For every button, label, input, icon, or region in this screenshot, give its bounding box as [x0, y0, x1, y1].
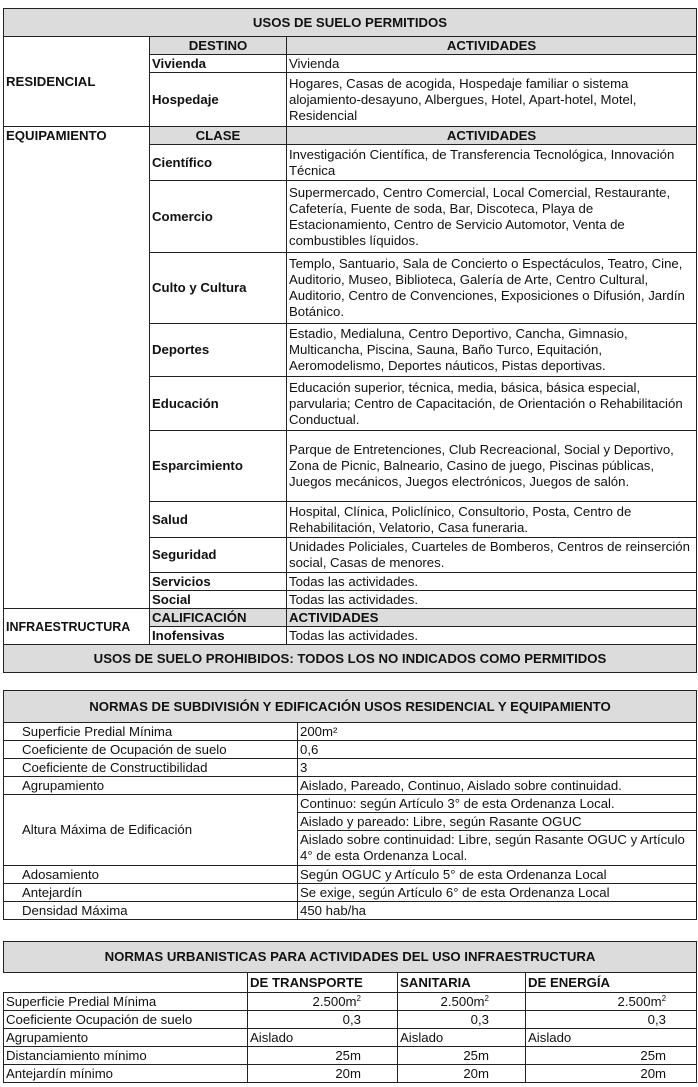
urb-dist-energia: 25m	[526, 1047, 697, 1065]
category-residencial: RESIDENCIAL	[4, 37, 150, 127]
urb-sup-transporte: $2.500m^2$	[248, 993, 398, 1011]
actividades-deportes: Estadio, Medialuna, Centro Deportivo, Cancha, Gimnasio, Multicancha, Piscina, Sauna, Baño Turco, Equitación, Aeromodelismo, Deportes náuticos, Pistas deportivas.	[287, 324, 697, 377]
clase-cientifico: Científico	[150, 145, 287, 181]
sub-label-antejardin: Antejardín	[4, 884, 298, 902]
actividades-seguridad: Unidades Policiales, Cuarteles de Bomberos, Centros de reinserción social, Casas de menores.	[287, 538, 697, 573]
header-destino: DESTINO	[150, 37, 287, 55]
actividades-educacion: Educación superior, técnica, media, básica, básica especial, parvularia; Centro de Capacitación, de Orientación o Rehabilitación Conductual.	[287, 377, 697, 431]
sub-value-adosamiento: Según OGUC y Artículo 5° de esta Ordenanza Local	[298, 866, 697, 884]
sub-value-altura-continuo: Continuo: según Artículo 3° de esta Ordenanza Local.	[298, 795, 697, 813]
urb-sup-sanitaria: $2.500m^2$	[398, 993, 526, 1011]
actividades-comercio: Supermercado, Centro Comercial, Local Comercial, Restaurante, Cafetería, Fuente de soda, Bar, Discoteca, Playa de Estacionamiento, Centro de Servicio Automotor, Venta de combustibles líquidos.	[287, 181, 697, 253]
col-sanitaria: SANITARIA	[398, 973, 526, 993]
actividades-hospedaje: Hogares, Casas de acogida, Hospedaje familiar o sistema alojamiento-desayuno, Albergues, Hotel, Apart-hotel, Motel, Residencial	[287, 73, 697, 127]
sub-value-densidad: 450 hab/ha	[298, 902, 697, 920]
sub-value-antejardin: Se exige, según Artículo 6° de esta Ordenanza Local	[298, 884, 697, 902]
normas-urbanisticas-table	[3, 941, 697, 1083]
header-actividades-equip: ACTIVIDADES	[287, 127, 697, 145]
sub-label-constructibilidad: Coeficiente de Constructibilidad	[4, 759, 298, 777]
destino-vivienda: Vivienda	[150, 55, 287, 73]
urb-dist-transporte: 25m	[248, 1047, 398, 1065]
sub-label-superficie: Superficie Predial Mínima	[4, 723, 298, 741]
sub-label-altura: Altura Máxima de Edificación	[4, 795, 298, 866]
header-calificacion: CALIFICACIÓN	[150, 609, 287, 627]
normas-subdivision-table	[3, 690, 697, 920]
urb-label-superficie: Superficie Predial Mínima	[4, 993, 248, 1011]
sub-label-adosamiento: Adosamiento	[4, 866, 298, 884]
actividades-esparcimiento: Parque de Entretenciones, Club Recreacional, Social y Deportivo, Zona de Picnic, Balneario, Casino de juego, Piscinas públicas, Juegos mecánicos, Juegos electrónicos, Juegos de salón.	[287, 431, 697, 502]
urb-sup-energia: $2.500m^2$	[526, 993, 697, 1011]
urb-ocup-energia: 0,3	[526, 1011, 697, 1029]
col-transporte: DE TRANSPORTE	[248, 973, 398, 993]
col-energia: DE ENERGÍA	[526, 973, 697, 993]
sub-value-ocupacion: 0,6	[298, 741, 697, 759]
destino-hospedaje: Hospedaje	[150, 73, 287, 127]
sub-value-superficie: 200m²	[298, 723, 697, 741]
actividades-vivienda: Vivienda	[287, 55, 697, 73]
urb-agrup-sanitaria: Aislado	[398, 1029, 526, 1047]
urb-ocup-sanitaria: 0,3	[398, 1011, 526, 1029]
usos-prohibidos: USOS DE SUELO PROHIBIDOS: TODOS LOS NO INDICADOS COMO PERMITIDOS	[4, 645, 697, 673]
urb-agrup-transporte: Aislado	[248, 1029, 398, 1047]
usos-permitidos-title: USOS DE SUELO PERMITIDOS	[4, 9, 697, 37]
clase-social: Social	[150, 591, 287, 609]
category-equipamiento: EQUIPAMIENTO	[4, 127, 150, 145]
urb-label-distanciamiento: Distanciamiento mínimo	[4, 1047, 248, 1065]
header-clase: CLASE	[150, 127, 287, 145]
clase-seguridad: Seguridad	[150, 538, 287, 573]
urb-dist-sanitaria: 25m	[398, 1047, 526, 1065]
actividades-servicios: Todas las actividades.	[287, 573, 697, 591]
urb-label-ocupacion: Coeficiente Ocupación de suelo	[4, 1011, 248, 1029]
clase-servicios: Servicios	[150, 573, 287, 591]
clase-educacion: Educación	[150, 377, 287, 431]
urb-agrup-energia: Aislado	[526, 1029, 697, 1047]
sub-label-densidad: Densidad Máxima	[4, 902, 298, 920]
urb-ante-sanitaria: 20m	[398, 1065, 526, 1083]
sub-label-ocupacion: Coeficiente de Ocupación de suelo	[4, 741, 298, 759]
sub-value-agrupamiento: Aislado, Pareado, Continuo, Aislado sobre continuidad.	[298, 777, 697, 795]
clase-culto-cultura: Culto y Cultura	[150, 253, 287, 324]
sub-value-altura-continuidad: Aislado sobre continuidad: Libre, según Rasante OGUC y Artículo 4° de esta Ordenanza Local.	[298, 831, 697, 866]
clase-deportes: Deportes	[150, 324, 287, 377]
clase-esparcimiento: Esparcimiento	[150, 431, 287, 502]
header-actividades: ACTIVIDADES	[287, 37, 697, 55]
urb-ocup-transporte: 0,3	[248, 1011, 398, 1029]
calificacion-inofensivas: Inofensivas	[150, 627, 287, 645]
sub-value-altura-aislado: Aislado y pareado: Libre, según Rasante OGUC	[298, 813, 697, 831]
normas-subdivision-title: NORMAS DE SUBDIVISIÓN Y EDIFICACIÓN USOS RESIDENCIAL Y EQUIPAMIENTO	[4, 691, 697, 723]
urb-label-agrupamiento: Agrupamiento	[4, 1029, 248, 1047]
clase-comercio: Comercio	[150, 181, 287, 253]
header-actividades-infra: ACTIVIDADES	[287, 609, 697, 627]
actividades-salud: Hospital, Clínica, Policlínico, Consultorio, Posta, Centro de Rehabilitación, Velatorio, Casa funeraria.	[287, 502, 697, 538]
category-infraestructura: INFRAESTRUCTURA	[4, 609, 150, 645]
clase-salud: Salud	[150, 502, 287, 538]
usos-permitidos-table	[3, 8, 697, 673]
sub-label-agrupamiento: Agrupamiento	[4, 777, 298, 795]
urb-ante-transporte: 20m	[248, 1065, 398, 1083]
actividades-culto-cultura: Templo, Santuario, Sala de Concierto o Espectáculos, Teatro, Cine, Auditorio, Museo, Biblioteca, Galería de Arte, Centro Cultural, Auditorio, Centro de Convenciones, Exposiciones o Difusión, Jardín Botánico.	[287, 253, 697, 324]
normas-urbanisticas-title: NORMAS URBANISTICAS PARA ACTIVIDADES DEL USO INFRAESTRUCTURA	[4, 942, 697, 973]
sub-value-constructibilidad: 3	[298, 759, 697, 777]
actividades-cientifico: Investigación Científica, de Transferencia Tecnológica, Innovación Técnica	[287, 145, 697, 181]
urb-ante-energia: 20m	[526, 1065, 697, 1083]
actividades-inofensivas: Todas las actividades.	[287, 627, 697, 645]
actividades-social: Todas las actividades.	[287, 591, 697, 609]
urb-label-antejardin: Antejardín mínimo	[4, 1065, 248, 1083]
